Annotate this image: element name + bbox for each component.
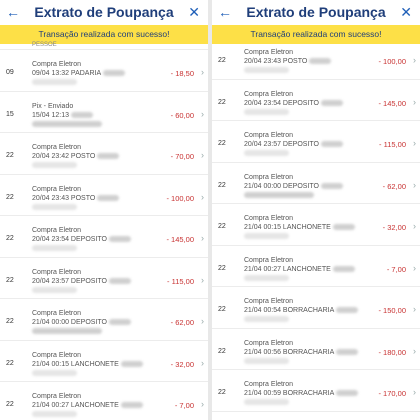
transaction-day: 22 (6, 193, 14, 201)
transaction-amount: - 7,00 (174, 401, 194, 410)
transaction-row[interactable] (212, 370, 420, 412)
transaction-type: Compra Eletron (32, 268, 82, 276)
transaction-type: Compra Eletron (244, 132, 294, 139)
transaction-amount: - 18,50 (170, 69, 194, 78)
chevron-right-icon: › (413, 345, 416, 356)
transaction-row[interactable] (212, 287, 420, 329)
redacted-text (333, 266, 355, 272)
redacted-line (32, 327, 131, 336)
transaction-row[interactable] (212, 204, 420, 246)
transaction-type: Compra Eletron (244, 339, 294, 347)
transaction-row[interactable] (0, 216, 208, 258)
transaction-amount: - 170,00 (378, 389, 406, 398)
transaction-description (32, 392, 143, 419)
transaction-detail: 21/04 00:00 DEPOSITO (244, 182, 343, 191)
transaction-description (32, 60, 125, 87)
transaction-amount: - 180,00 (378, 347, 406, 357)
transaction-row[interactable] (212, 38, 420, 80)
transaction-detail: 20/04 23:57 DEPOSITO (32, 277, 131, 286)
transaction-day: 22 (218, 264, 226, 272)
transaction-type: Compra Eletron (32, 227, 82, 234)
chevron-right-icon: › (201, 316, 204, 326)
transaction-description (244, 256, 355, 283)
back-arrow-icon[interactable]: ← (218, 4, 232, 20)
transaction-description (32, 143, 119, 170)
transaction-day: 22 (6, 276, 14, 284)
transaction-row[interactable] (0, 133, 208, 175)
redacted-line (244, 149, 343, 158)
transaction-description (244, 131, 343, 158)
close-icon[interactable]: ✕ (400, 4, 412, 20)
chevron-right-icon: › (413, 221, 416, 231)
transaction-amount: - 145,00 (166, 235, 194, 244)
transaction-type: Compra Eletron (244, 256, 294, 264)
page-title: Extrato de Poupança (246, 4, 386, 20)
app-header (0, 0, 208, 25)
transaction-row[interactable] (0, 258, 208, 300)
redacted-line (244, 66, 331, 75)
redacted-line (32, 244, 131, 253)
chevron-right-icon: › (201, 357, 204, 368)
redacted-line (244, 315, 358, 324)
transaction-description (32, 309, 131, 336)
transaction-description (32, 185, 119, 212)
redacted-text (97, 195, 119, 201)
transaction-day: 22 (218, 347, 226, 355)
transaction-row[interactable] (212, 329, 420, 371)
transaction-type: Compra Eletron (244, 90, 294, 98)
transaction-detail: 21/04 00:27 LANCHONETE (32, 401, 143, 410)
redacted-text (336, 349, 358, 355)
chevron-right-icon: › (201, 67, 204, 77)
transaction-detail: 21/04 00:00 DEPOSITO (32, 318, 131, 327)
transaction-detail: 21/04 00:54 BORRACHARIA (244, 306, 358, 315)
redacted-text (336, 390, 358, 396)
chevron-right-icon: › (201, 399, 204, 409)
transaction-day: 09 (6, 69, 14, 76)
redacted-line (244, 357, 358, 366)
transaction-type: Compra Eletron (244, 173, 294, 181)
transaction-description (32, 268, 131, 295)
transaction-description (244, 380, 358, 407)
success-banner: Transação realizada com sucesso! (212, 25, 420, 44)
chevron-right-icon: › (201, 274, 204, 285)
transaction-type: Compra Eletron (32, 310, 82, 317)
app-header (212, 0, 420, 25)
chevron-right-icon: › (201, 233, 204, 243)
transaction-amount: - 100,00 (378, 57, 406, 66)
transaction-description (244, 90, 343, 117)
transaction-day: 22 (218, 140, 226, 147)
chevron-right-icon: › (413, 387, 416, 397)
redacted-text (321, 183, 343, 189)
transaction-row[interactable] (212, 121, 420, 163)
transaction-description (244, 173, 343, 200)
chevron-right-icon: › (413, 55, 416, 65)
partial-row-text: PESSOE (32, 42, 57, 48)
transaction-row[interactable] (0, 92, 208, 134)
redacted-text (109, 278, 131, 284)
chevron-right-icon: › (413, 138, 416, 148)
transaction-detail: 21/04 00:15 LANCHONETE (32, 360, 143, 369)
transaction-day: 22 (218, 223, 226, 230)
redacted-text (71, 112, 93, 118)
transaction-row[interactable] (0, 299, 208, 341)
transaction-day: 22 (218, 181, 226, 189)
redacted-line (244, 108, 343, 117)
transaction-detail: 20/04 23:43 POSTO (32, 194, 119, 203)
transaction-day: 22 (218, 389, 226, 396)
redacted-text (333, 224, 355, 230)
transaction-type: Compra Eletron (32, 393, 82, 400)
transaction-type: Compra Eletron (32, 61, 82, 68)
redacted-text (121, 361, 143, 367)
transaction-detail: 20/04 23:54 DEPOSITO (32, 235, 131, 244)
transaction-day: 22 (218, 57, 226, 64)
page-title: Extrato de Poupança (34, 4, 174, 20)
statement-panel-left (0, 0, 208, 420)
transaction-day: 15 (6, 110, 14, 118)
transaction-detail: 20/04 23:43 POSTO (244, 57, 331, 66)
redacted-line (32, 78, 125, 87)
transaction-type: Compra Eletron (244, 381, 294, 388)
redacted-line (32, 369, 143, 378)
transaction-detail: 20/04 23:57 DEPOSITO (244, 140, 343, 149)
transaction-type: Compra Eletron (32, 185, 82, 193)
redacted-text (309, 58, 331, 64)
transaction-type: Compra Eletron (32, 351, 82, 359)
transaction-amount: - 62,00 (382, 181, 406, 191)
transaction-detail: 20/04 23:54 DEPOSITO (244, 99, 343, 108)
transaction-description (32, 351, 143, 378)
transaction-amount: - 115,00 (167, 276, 194, 286)
transaction-amount: - 60,00 (170, 110, 194, 120)
transaction-description (244, 48, 331, 75)
transaction-row[interactable] (0, 175, 208, 217)
transaction-day: 22 (6, 359, 14, 367)
redacted-text (336, 307, 358, 313)
statement-panel-right (212, 0, 420, 420)
redacted-line (32, 120, 102, 129)
transaction-type: Compra Eletron (32, 144, 82, 151)
transaction-row[interactable] (0, 341, 208, 383)
transaction-type: Pix - Enviado (32, 102, 74, 110)
transaction-row[interactable] (0, 382, 208, 420)
transaction-amount: - 70,00 (170, 152, 194, 161)
transaction-amount: - 115,00 (379, 140, 406, 149)
transaction-day: 22 (218, 306, 226, 313)
redacted-text (121, 402, 143, 408)
transaction-description (244, 297, 358, 324)
transaction-day: 22 (6, 152, 14, 159)
close-icon[interactable]: ✕ (188, 4, 200, 20)
transaction-detail: 21/04 00:59 BORRACHARIA (244, 389, 358, 398)
transaction-amount: - 7,00 (386, 264, 406, 274)
redacted-text (103, 70, 125, 76)
chevron-right-icon: › (413, 179, 416, 190)
redacted-line (32, 410, 143, 419)
transaction-row[interactable] (212, 163, 420, 205)
transaction-detail: 21/04 00:56 BORRACHARIA (244, 348, 358, 357)
transaction-description (32, 226, 131, 253)
transaction-description (244, 214, 355, 241)
redacted-line (32, 203, 119, 212)
transaction-row[interactable] (212, 80, 420, 122)
transaction-type: Compra Eletron (244, 49, 294, 56)
redacted-line (244, 232, 355, 241)
transaction-amount: - 100,00 (166, 193, 194, 203)
redacted-text (321, 100, 343, 106)
transaction-type: Compra Eletron (244, 215, 294, 222)
transaction-amount: - 32,00 (170, 359, 194, 369)
chevron-right-icon: › (201, 150, 204, 160)
transaction-description (244, 339, 358, 366)
redacted-line (32, 286, 131, 295)
transaction-detail: 09/04 13:32 PADARIA (32, 69, 125, 78)
redacted-text (109, 236, 131, 242)
transaction-amount: - 62,00 (170, 318, 194, 327)
transaction-amount: - 32,00 (382, 223, 406, 232)
redacted-line (32, 161, 119, 170)
chevron-right-icon: › (201, 108, 204, 119)
transaction-day: 22 (6, 401, 14, 408)
transaction-detail: 21/04 00:27 LANCHONETE (244, 265, 355, 274)
transaction-description (32, 102, 102, 129)
transaction-day: 22 (6, 235, 14, 242)
back-arrow-icon[interactable]: ← (6, 4, 20, 20)
transaction-amount: - 150,00 (378, 306, 406, 315)
transaction-detail: 20/04 23:42 POSTO (32, 152, 119, 161)
transaction-detail: 21/04 00:15 LANCHONETE (244, 223, 355, 232)
chevron-right-icon: › (413, 96, 416, 107)
chevron-right-icon: › (413, 304, 416, 314)
redacted-line (244, 191, 343, 200)
transaction-row[interactable] (212, 246, 420, 288)
transaction-day: 22 (6, 318, 14, 325)
transaction-row[interactable] (0, 50, 208, 92)
redacted-line (244, 274, 355, 283)
redacted-text (321, 141, 343, 147)
chevron-right-icon: › (201, 191, 204, 202)
chevron-right-icon: › (413, 262, 416, 273)
success-banner: Transação realizada com sucesso! (0, 25, 208, 44)
transaction-day: 22 (218, 98, 226, 106)
transaction-type: Compra Eletron (244, 298, 294, 305)
redacted-text (109, 319, 131, 325)
redacted-line (244, 398, 358, 407)
transaction-amount: - 145,00 (378, 98, 406, 108)
redacted-text (97, 153, 119, 159)
transaction-detail: 15/04 12:13 (32, 111, 102, 120)
